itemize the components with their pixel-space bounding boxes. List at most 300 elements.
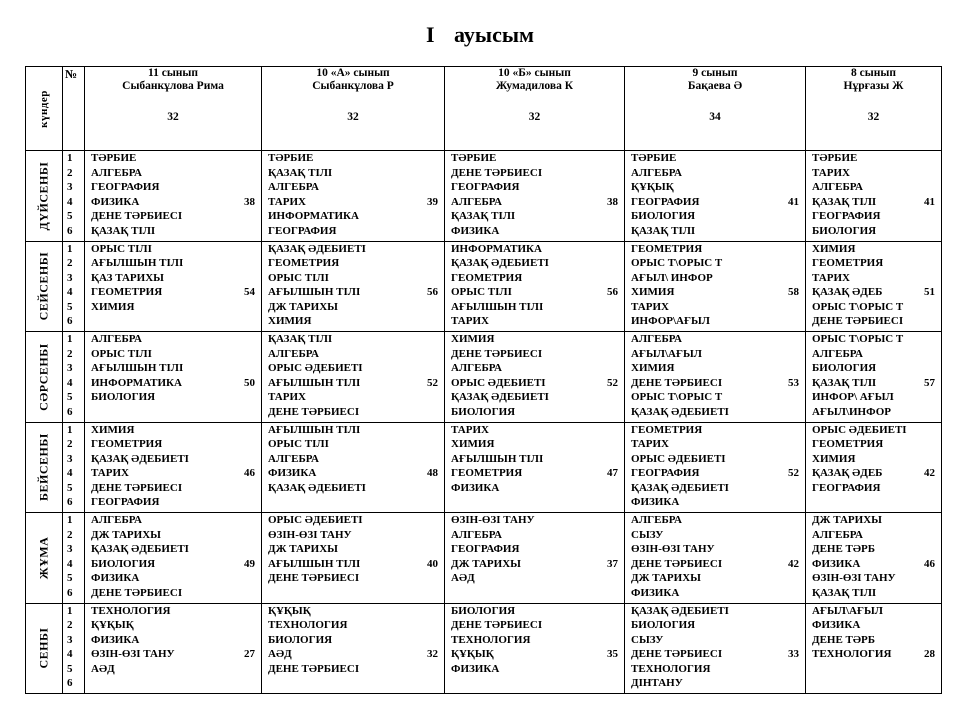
lesson-points-total: 47 [607,467,618,480]
lesson-subject: ҚАЗАҚ ӘДЕБИЕТІ [451,391,549,404]
class-day-lessons [625,603,806,694]
lesson-subject: ТАРИХ [812,166,850,179]
lesson-subject: ДЖ ТАРИХЫ [268,543,338,556]
lesson-subject: АҒЫЛ\АҒЫЛ [812,604,883,617]
lesson-subject: АҒЫЛШЫН ТІЛІ [451,300,544,313]
day-name: ДҮЙСЕНБІ [36,161,51,231]
day-name: ЖҰМА [36,536,51,580]
class-day-lessons [262,422,445,513]
lesson-points-total: 49 [244,557,255,570]
lesson-number: 6 [67,224,73,237]
class-header-name: 10 «Б» сынып [498,67,571,79]
lesson-subject: ҚАЗАҚ ӘДЕБИЕТІ [631,481,729,494]
lesson-subject: ГЕОГРАФИЯ [91,496,160,509]
lesson-number: 4 [67,467,73,480]
lesson-subject: ГЕОМЕТРИЯ [812,438,884,451]
lesson-subject: ГЕОМЕТРИЯ [451,271,523,284]
lesson-subject: АЛГЕБРА [812,347,864,360]
page-title: I ауысым [425,22,535,47]
class-student-count: 32 [867,111,880,123]
lesson-points-total: 51 [924,286,935,299]
lesson-subject: ОРЫС ТІЛІ [268,438,329,451]
day-row [26,422,942,513]
lesson-subject: ТАРИХ [812,271,850,284]
lesson-number: 5 [67,391,73,404]
lesson-subject: ОРЫС ӘДЕБИЕТІ [268,514,363,526]
lesson-subject: ГЕОГРАФИЯ [91,181,160,194]
lesson-subject: ТӘРБИЕ [451,152,497,164]
lesson-subject: АҒЫЛ\ ИНФОР [631,271,713,284]
day-name: СӘРСЕНБІ [36,342,51,411]
day-cell [26,513,63,604]
lesson-points-total: 41 [924,195,935,208]
lesson-subject: ҚАЗАҚ ТІЛІ [91,224,156,237]
lesson-points-total: 39 [427,195,438,208]
lesson-points-total: 42 [788,557,799,570]
lesson-subject: ГЕОГРАФИЯ [631,195,700,208]
lesson-subject: АЛГЕБРА [812,181,864,194]
lesson-number: 2 [67,347,73,360]
lesson-number: 3 [67,633,73,646]
lesson-subject: ТАРИХ [451,315,489,328]
lesson-points-total: 28 [924,648,935,661]
lesson-subject: ДЕНЕ ТӘРБИЕСІ [631,376,723,389]
day-name: СЕЙСЕНБІ [36,251,51,321]
day-row [26,513,942,604]
lesson-subject: ТАРИХ [268,391,306,404]
lesson-points-total: 42 [924,467,935,480]
lesson-subject: ГЕОМЕТРИЯ [631,423,703,436]
lesson-subject: ҚАЗАҚ ӘДЕБИЕТІ [451,257,549,270]
day-row [26,332,942,423]
lesson-subject: БИОЛОГИЯ [812,224,877,237]
lesson-subject: ӨЗІН-ӨЗІ ТАНУ [812,572,896,585]
lesson-numbers [63,151,85,242]
lesson-subject: ФИЗИКА [631,586,680,599]
lesson-subject: ОРЫС ТІЛІ [451,286,512,299]
lesson-subject: АҒЫЛШЫН ТІЛІ [268,286,361,299]
class-day-lessons [85,151,262,242]
lesson-subject: ФИЗИКА [91,195,140,208]
lesson-number: 4 [67,557,73,570]
lesson-subject: ТЕХНОЛОГИЯ [631,662,711,675]
lesson-points-total: 54 [244,286,255,299]
lesson-numbers [63,422,85,513]
lesson-number: 5 [67,572,73,585]
lesson-subject: ДЕНЕ ТӘРБИЕСІ [91,586,183,599]
lesson-subject: ИНФОРМАТИКА [91,376,182,389]
lesson-points-total: 27 [244,648,255,661]
lesson-points-total: 38 [244,195,255,208]
lesson-subject: ГЕОМЕТРИЯ [631,242,703,255]
lesson-subject: ДЖ ТАРИХЫ [451,557,521,570]
lesson-points-total: 53 [788,376,799,389]
lesson-subject [268,495,444,510]
lesson-subject: ГЕОГРАФИЯ [451,543,520,556]
lesson-subject: БИОЛОГИЯ [91,391,156,404]
lesson-subject: ҚАЗАҚ ТІЛІ [631,224,696,237]
lesson-subject: ХИМИЯ [812,242,856,255]
lesson-number: 5 [67,210,73,223]
class-header-teacher: Сыбанкұлова Р [312,80,394,92]
lesson-subject: ДЕНЕ ТӘРБИЕСІ [451,619,543,632]
lesson-points-total: 56 [427,286,438,299]
class-header-teacher: Жумадилова К [495,80,574,92]
lesson-points-total: 52 [607,376,618,389]
day-name: БЕЙСЕНБІ [36,433,51,502]
lesson-numbers [63,241,85,332]
lesson-subject: ИНФОРМАТИКА [268,210,359,223]
header-row [26,67,942,151]
lesson-subject: АЛГЕБРА [451,195,503,208]
lesson-number: 1 [67,242,73,255]
lesson-subject: БИОЛОГИЯ [451,405,516,418]
lesson-subject: АЛГЕБРА [451,362,503,375]
lesson-subject: ҚҰҚЫҚ [451,648,494,661]
lesson-subject: БИОЛОГИЯ [631,619,696,632]
class-header-teacher: Нұрғазы Ж [843,80,904,92]
lesson-points-total: 50 [244,376,255,389]
days-header-cell [26,67,63,151]
lesson-subject: ҚАЗ ТАРИХЫ [91,271,164,284]
lesson-subject: ДЕНЕ ТӘРБ [812,543,876,556]
lesson-number: 5 [67,481,73,494]
lesson-number: 3 [67,362,73,375]
lesson-subject: ОРЫС ТІЛІ [268,271,329,284]
lesson-points-total: 58 [788,286,799,299]
lesson-subject: ОРЫС ӘДЕБИЕТІ [268,362,363,375]
lesson-subject: АЛГЕБРА [631,166,683,179]
lesson-number: 2 [67,438,73,451]
lesson-number: 1 [67,604,73,617]
lesson-subject: ҚҰҚЫҚ [631,181,674,194]
lesson-subject: ГЕОМЕТРИЯ [812,257,884,270]
class-header-name: 9 сынып [692,67,738,79]
lesson-subject: ХИМИЯ [91,300,135,313]
number-header: № [63,67,85,151]
class-day-lessons [445,513,625,604]
lesson-subject: ДЕНЕ ТӘРБ [812,633,876,646]
class-header-name: 10 «А» сынып [316,67,390,79]
lesson-subject: ҚАЗАҚ ТІЛІ [268,166,333,179]
lesson-subject: ҚАЗАҚ ӘДЕБИЕТІ [268,481,366,494]
lesson-points-total: 48 [427,467,438,480]
class-day-lessons [445,151,625,242]
lesson-subject: АҒЫЛШЫН ТІЛІ [268,557,361,570]
lesson-subject [268,676,444,691]
class-header [806,67,942,151]
lesson-subject: ДЖ ТАРИХЫ [812,514,882,526]
lesson-subject: ДЖ ТАРИХЫ [268,300,338,313]
lesson-subject: ХИМИЯ [451,438,495,451]
class-day-lessons [806,513,942,604]
class-header-teacher: Бақаева Ә [687,80,743,92]
lesson-number: 1 [67,333,73,345]
lesson-number: 4 [67,376,73,389]
lesson-subject: ТАРИХ [451,423,489,436]
lesson-subject [451,495,624,510]
lesson-subject: ТЕХНОЛОГИЯ [91,604,171,617]
lesson-subject: ҚҰҚЫҚ [268,604,311,617]
lesson-subject: ФИЗИКА [451,481,500,494]
lesson-subject: АҒЫЛШЫН ТІЛІ [91,257,184,270]
lesson-points-total: 56 [607,286,618,299]
lesson-subject: АЛГЕБРА [268,347,320,360]
class-day-lessons [85,241,262,332]
lesson-subject: ХИМИЯ [268,315,312,328]
day-cell [26,332,63,423]
lesson-subject: ДЕНЕ ТӘРБИЕСІ [812,315,904,328]
lesson-subject: ТЕХНОЛОГИЯ [812,648,892,661]
lesson-subject: ТЕХНОЛОГИЯ [451,633,531,646]
lesson-number: 2 [67,257,73,270]
lesson-subject: ФИЗИКА [91,633,140,646]
class-day-lessons [806,241,942,332]
lesson-subject: ГЕОМЕТРИЯ [91,438,163,451]
lesson-number: 6 [67,586,73,599]
class-day-lessons [806,332,942,423]
day-cell [26,422,63,513]
lesson-number: 3 [67,271,73,284]
lesson-subject [812,676,941,691]
lesson-subject: ТАРИХ [91,467,129,480]
lesson-number: 3 [67,181,73,194]
lesson-number: 2 [67,166,73,179]
class-day-lessons [625,422,806,513]
class-student-count: 34 [709,111,721,123]
lesson-subject: АЛГЕБРА [631,514,683,526]
lesson-subject: ҚҰҚЫҚ [91,619,134,632]
lesson-subject: ДЕНЕ ТӘРБИЕСІ [91,481,183,494]
lesson-subject: БИОЛОГИЯ [451,604,516,617]
lesson-subject: АЛГЕБРА [91,333,143,345]
lesson-number: 2 [67,528,73,541]
class-day-lessons [85,513,262,604]
class-header-teacher: Сыбанкұлова Рима [122,80,224,92]
lesson-points-total: 32 [427,648,438,661]
lesson-subject: ОРЫС Т\ОРЫС Т [631,257,723,270]
class-header-name: 8 сынып [851,67,896,79]
lesson-numbers [63,513,85,604]
lesson-subject: ГЕОГРАФИЯ [631,467,700,480]
lesson-subject: ФИЗИКА [91,572,140,585]
lesson-points-total: 33 [788,648,799,661]
lesson-subject: ХИМИЯ [812,452,856,465]
class-day-lessons [625,241,806,332]
lesson-subject: ИНФОР\АҒЫЛ [631,315,710,328]
class-day-lessons [85,422,262,513]
lesson-subject: ФИЗИКА [631,496,680,509]
lesson-subject: ОРЫС Т\ОРЫС Т [812,333,904,345]
class-day-lessons [262,241,445,332]
lesson-subject: ДІНТАНУ [631,677,683,690]
class-day-lessons [262,151,445,242]
lesson-points-total: 40 [427,557,438,570]
lesson-subject: ХИМИЯ [631,286,675,299]
lesson-subject: ДЕНЕ ТӘРБИЕСІ [451,166,543,179]
lesson-subject: ГЕОГРАФИЯ [812,210,881,223]
lesson-subject: ОРЫС ӘДЕБИЕТІ [631,452,726,465]
class-day-lessons [625,332,806,423]
class-student-count: 32 [347,111,359,123]
lesson-subject: ДЕНЕ ТӘРБИЕСІ [268,405,360,418]
lesson-subject: ИНФОРМАТИКА [451,242,542,255]
class-day-lessons [806,603,942,694]
lesson-number: 4 [67,286,73,299]
lesson-subject: ОРЫС Т\ОРЫС Т [631,391,723,404]
lesson-number: 5 [67,300,73,313]
lesson-subject: ТАРИХ [631,438,669,451]
lesson-subject: ДЕНЕ ТӘРБИЕСІ [631,648,723,661]
lesson-subject: ҚАЗАҚ ТІЛІ [812,195,877,208]
lesson-subject: БИОЛОГИЯ [812,362,877,375]
lesson-number: 6 [67,315,73,328]
lesson-subject: ҚАЗАҚ ТІЛІ [812,586,877,599]
lesson-subject: ҚАЗАҚ ТІЛІ [812,376,877,389]
lesson-subject: ҚАЗАҚ ӘДЕБИЕТІ [631,405,729,418]
class-day-lessons [262,603,445,694]
class-student-count: 32 [528,111,541,123]
lesson-subject: АҒЫЛШЫН ТІЛІ [451,452,544,465]
lesson-subject: БИОЛОГИЯ [91,557,156,570]
lesson-subject: БИОЛОГИЯ [268,633,333,646]
day-row [26,151,942,242]
lesson-subject: ТАРИХ [631,300,669,313]
lesson-number: 6 [67,405,73,418]
lesson-subject: ФИЗИКА [268,467,317,480]
lesson-subject: ДЕНЕ ТӘРБИЕСІ [91,210,183,223]
lesson-subject: АҒЫЛШЫН ТІЛІ [268,376,361,389]
lesson-subject: ГЕОГРАФИЯ [451,181,520,194]
lesson-subject: ГЕОМЕТРИЯ [268,257,340,270]
lesson-points-total: 35 [607,648,618,661]
lesson-points-total: 41 [788,195,799,208]
lesson-subject: ГЕОГРАФИЯ [812,481,881,494]
days-header-label: күндер [38,89,50,128]
lesson-subject: ГЕОМЕТРИЯ [91,286,163,299]
class-day-lessons [85,332,262,423]
lesson-subject: АЛГЕБРА [91,514,143,526]
lesson-subject: АҒЫЛ\ИНФОР [812,405,891,418]
lesson-subject: ДЖ ТАРИХЫ [91,528,161,541]
class-header-name: 11 сынып [147,67,199,79]
lesson-subject: ТӘРБИЕ [91,152,137,164]
lesson-subject: ТӘРБИЕ [812,152,858,164]
lesson-subject: ТӘРБИЕ [631,152,677,164]
lesson-points-total: 57 [924,376,935,389]
lesson-subject: ДЖ ТАРИХЫ [631,572,701,585]
lesson-points-total: 38 [607,195,618,208]
class-day-lessons [445,332,625,423]
lesson-points-total: 52 [788,467,799,480]
lesson-subject [812,495,941,510]
lesson-subject: АЛГЕБРА [631,333,683,345]
class-day-lessons [85,603,262,694]
lesson-number: 3 [67,452,73,465]
lesson-points-total: 46 [244,467,255,480]
lesson-numbers [63,603,85,694]
class-day-lessons [445,603,625,694]
lesson-subject: АҒЫЛ\АҒЫЛ [631,347,702,360]
lesson-subject: ХИМИЯ [451,333,495,345]
lesson-number: 6 [67,677,73,690]
class-day-lessons [806,422,942,513]
class-day-lessons [262,332,445,423]
lesson-subject: АҒЫЛШЫН ТІЛІ [91,362,184,375]
lesson-subject [268,586,444,601]
lesson-subject: ФИЗИКА [451,224,500,237]
lesson-subject: СЫЗУ [631,633,664,646]
lesson-subject [451,676,624,691]
lesson-subject: ӨЗІН-ӨЗІ ТАНУ [451,514,535,526]
class-header [445,67,625,151]
lesson-subject [91,405,261,420]
lesson-subject: ТЕХНОЛОГИЯ [268,619,348,632]
lesson-numbers [63,332,85,423]
lesson-subject: ОРЫС ӘДЕБИЕТІ [451,376,546,389]
lesson-subject: ҚАЗАҚ ӘДЕБ [812,467,883,480]
lesson-subject: ӨЗІН-ӨЗІ ТАНУ [91,648,175,661]
lesson-points-total: 46 [924,557,935,570]
lesson-subject: ОРЫС ТІЛІ [91,347,152,360]
lesson-number: 1 [67,423,73,436]
lesson-subject: ФИЗИКА [451,662,500,675]
lesson-subject: ФИЗИКА [812,619,861,632]
lesson-subject: ОРЫС Т\ОРЫС Т [812,300,904,313]
class-day-lessons [445,241,625,332]
lesson-points-total: 52 [427,376,438,389]
lesson-subject: ТАРИХ [268,195,306,208]
lesson-subject: АӘД [451,572,475,585]
lesson-subject: ХИМИЯ [91,423,135,436]
lesson-subject: ҚАЗАҚ ӘДЕБИЕТІ [268,242,366,255]
lesson-subject: СЫЗУ [631,528,664,541]
lesson-number: 4 [67,648,73,661]
day-row [26,603,942,694]
lesson-subject: ХИМИЯ [631,362,675,375]
lesson-subject [451,586,624,601]
lesson-subject: ФИЗИКА [812,557,861,570]
class-day-lessons [445,422,625,513]
lesson-subject: БИОЛОГИЯ [631,210,696,223]
class-header [262,67,445,151]
lesson-subject: ГЕОГРАФИЯ [268,224,337,237]
lesson-number: 3 [67,543,73,556]
lesson-subject: АӘД [268,648,292,661]
lesson-subject: АЛГЕБРА [91,166,143,179]
class-day-lessons [625,513,806,604]
lesson-subject: ӨЗІН-ӨЗІ ТАНУ [631,543,715,556]
lesson-subject: ИНФОР\ АҒЫЛ [812,391,894,404]
lesson-subject [91,314,261,329]
lesson-number: 2 [67,619,73,632]
lesson-subject: ТӘРБИЕ [268,152,314,164]
lesson-number: 5 [67,662,73,675]
lesson-subject: АӘД [91,662,115,675]
lesson-subject: АҒЫЛШЫН ТІЛІ [268,423,361,436]
lesson-subject: ОРЫС ТІЛІ [91,242,152,255]
lesson-number: 4 [67,195,73,208]
class-header [85,67,262,151]
lesson-subject: ҚАЗАҚ ӘДЕБИЕТІ [91,543,189,556]
day-cell [26,241,63,332]
lesson-subject [91,676,261,691]
class-day-lessons [625,151,806,242]
lesson-subject: ДЕНЕ ТӘРБИЕСІ [268,662,360,675]
lesson-subject: ҚАЗАҚ ТІЛІ [451,210,516,223]
lesson-subject: ҚАЗАҚ ӘДЕБ [812,286,883,299]
lesson-points-total: 37 [607,557,618,570]
